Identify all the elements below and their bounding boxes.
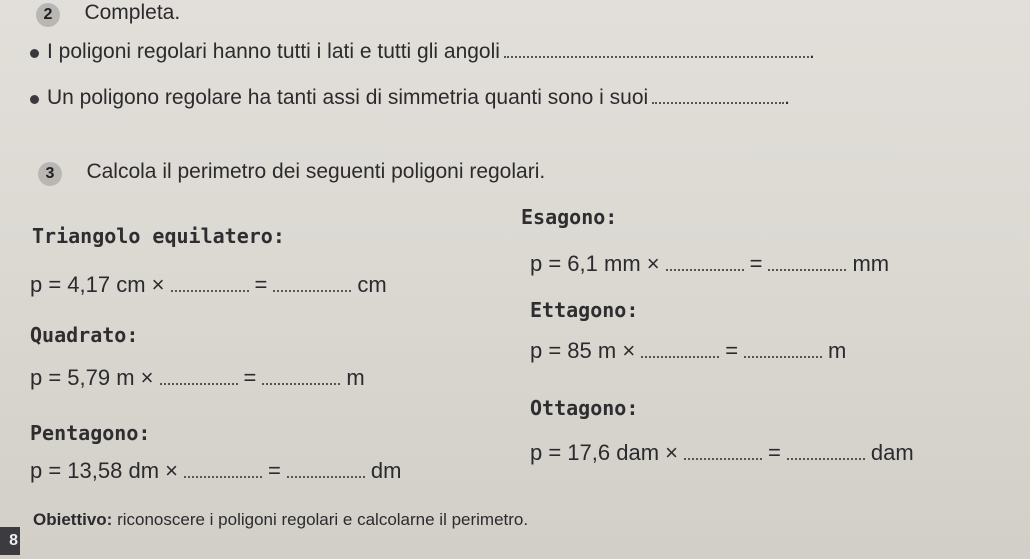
equals-sign: = (749, 251, 763, 276)
exercise-number-badge: 2 (36, 3, 60, 27)
equals-sign: = (725, 338, 739, 363)
answer-blank[interactable] (160, 382, 238, 385)
objective-line (33, 510, 528, 530)
equation-prefix: p = 17,6 dam × (530, 440, 678, 465)
equals-sign: = (254, 272, 268, 297)
answer-blank[interactable] (684, 457, 762, 460)
equals-sign: = (243, 365, 257, 390)
exercise-number-badge: 3 (38, 162, 62, 186)
answer-blank[interactable] (273, 289, 351, 292)
exercise-2-header (36, 1, 180, 27)
perimeter-equation (30, 272, 387, 298)
equation-prefix: p = 6,1 mm × (530, 251, 660, 276)
exercise-title: Completa. (84, 1, 181, 24)
unit-label: m (828, 338, 847, 363)
perimeter-equation (530, 251, 889, 277)
equation-prefix: p = 85 m × (530, 338, 636, 363)
perimeter-equation (30, 365, 365, 391)
polygon-name: Quadrato: (30, 323, 139, 347)
equals-sign: = (768, 440, 781, 465)
exercise-title: Calcola il perimetro dei seguenti poligoni regolari. (86, 160, 546, 183)
answer-blank[interactable] (652, 101, 784, 104)
exercise-3-header (38, 160, 545, 186)
fill-in-item: I poligoni regolari hanno tutti i lati e tutti gli angoli . (30, 40, 815, 64)
answer-blank[interactable] (666, 268, 744, 271)
fill-in-item: Un poligono regolare ha tanti assi di simmetria quanti sono i suoi . (30, 86, 790, 110)
polygon-name: Ettagono: (530, 298, 639, 322)
unit-label: cm (357, 272, 387, 297)
answer-blank[interactable] (287, 475, 365, 478)
objective-text: riconoscere i poligoni regolari e calcolarne il perimetro. (117, 510, 529, 529)
equation-prefix: p = 5,79 m × (30, 365, 154, 390)
perimeter-equation (530, 440, 914, 466)
bullet-icon (30, 49, 39, 58)
equation-prefix: p = 13,58 dm × (30, 458, 178, 483)
perimeter-equation (530, 338, 846, 364)
polygon-name: Pentagono: (30, 421, 151, 445)
unit-label: dam (870, 440, 914, 465)
answer-blank[interactable] (641, 355, 719, 358)
page-number: 8 (0, 527, 20, 555)
polygon-name: Triangolo equilatero: (32, 224, 285, 248)
answer-blank[interactable] (504, 55, 809, 58)
fill-in-sentence: I poligoni regolari hanno tutti i lati e tutti gli angoli (47, 40, 500, 63)
answer-blank[interactable] (768, 268, 846, 271)
answer-blank[interactable] (171, 289, 249, 292)
answer-blank[interactable] (184, 475, 262, 478)
fill-in-sentence: Un poligono regolare ha tanti assi di simmetria quanti sono i suoi (47, 86, 649, 109)
answer-blank[interactable] (744, 355, 822, 358)
bullet-icon (30, 95, 39, 104)
equals-sign: = (268, 458, 281, 483)
polygon-name: Ottagono: (530, 396, 639, 420)
objective-label: Obiettivo: (33, 510, 113, 529)
answer-blank[interactable] (787, 457, 865, 460)
answer-blank[interactable] (262, 382, 340, 385)
unit-label: m (346, 365, 365, 390)
unit-label: mm (852, 251, 890, 276)
equation-prefix: p = 4,17 cm × (30, 272, 165, 297)
polygon-name: Esagono: (521, 205, 618, 229)
perimeter-equation (30, 458, 401, 484)
unit-label: dm (370, 458, 402, 483)
